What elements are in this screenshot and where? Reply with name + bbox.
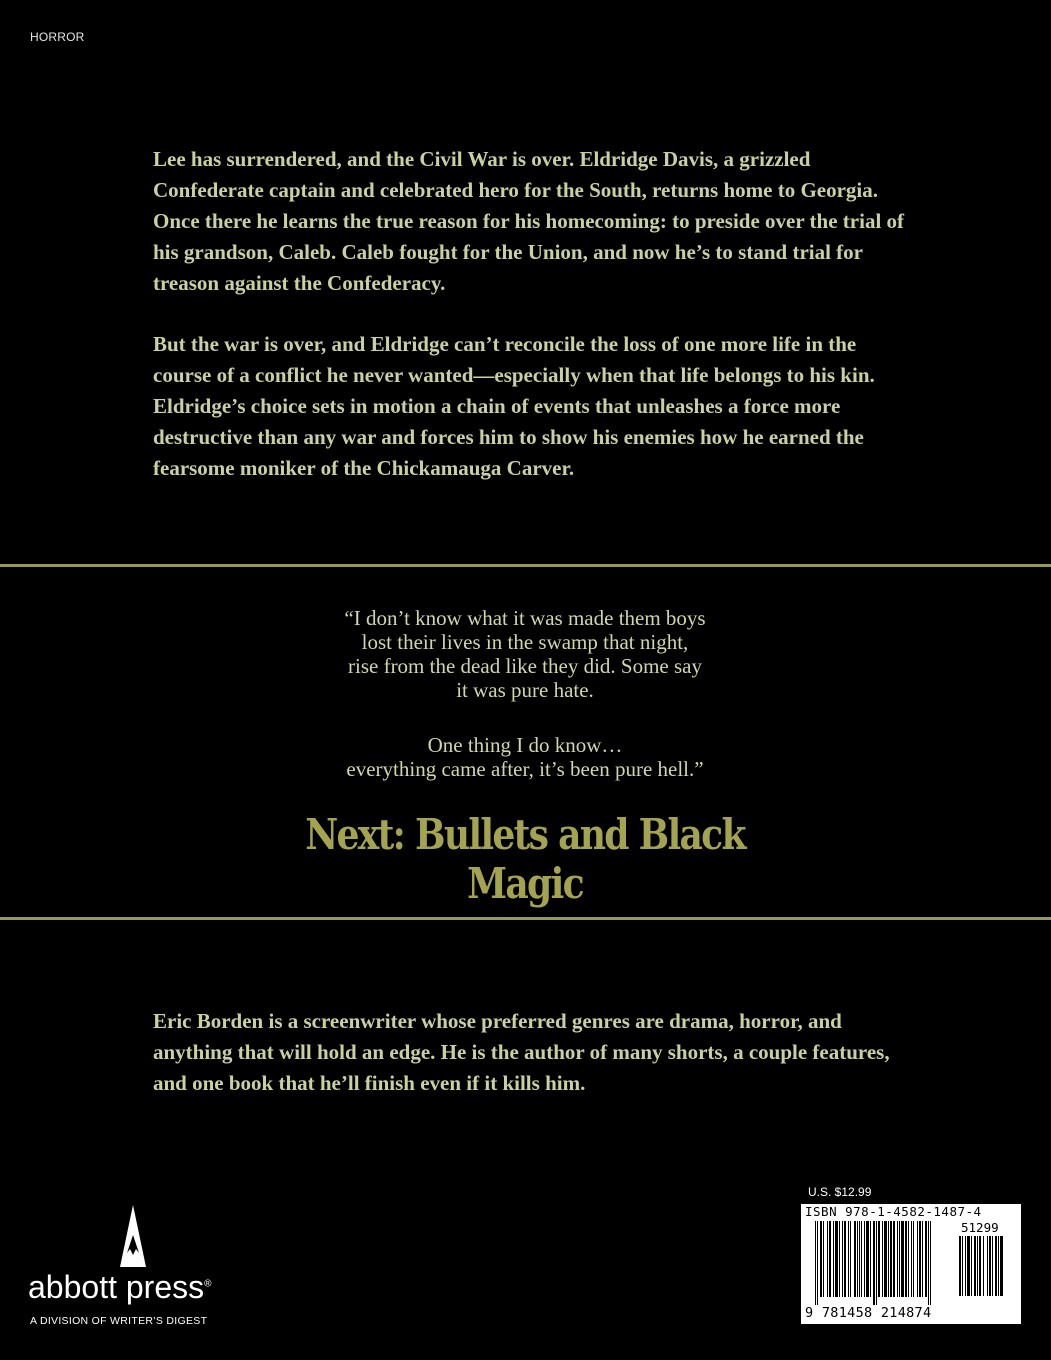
barcode-stripe <box>965 1236 966 1296</box>
barcode-stripe <box>873 1221 875 1305</box>
barcode-stripe <box>917 1221 918 1297</box>
barcode-stripe <box>888 1221 889 1297</box>
barcode-stripe <box>977 1236 978 1296</box>
barcode-stripe <box>922 1221 923 1297</box>
barcode-stripe <box>835 1221 838 1297</box>
barcode-stripe <box>827 1221 828 1297</box>
divider-top <box>0 564 1051 567</box>
barcode-stripe <box>987 1236 988 1296</box>
barcode-stripe <box>992 1236 993 1296</box>
barcode-stripe <box>901 1221 904 1297</box>
barcode-stripe <box>911 1221 912 1297</box>
barcode <box>801 1204 1021 1324</box>
barcode-stripe <box>893 1221 895 1297</box>
barcode-stripe <box>833 1221 834 1297</box>
addon-barcode-bars <box>959 1236 1015 1304</box>
barcode-stripe <box>1000 1236 1003 1296</box>
barcode-stripe <box>848 1221 849 1297</box>
barcode-stripe <box>913 1221 914 1297</box>
barcode-stripe <box>859 1221 860 1297</box>
barcode-stripe <box>866 1221 869 1297</box>
price-label: U.S. $12.99 <box>808 1185 872 1199</box>
barcode-stripe <box>998 1236 999 1296</box>
barcode-stripe <box>857 1221 858 1297</box>
barcode-stripe <box>959 1236 961 1296</box>
blurb-paragraph-1: Lee has surrendered, and the Civil War is over. Eldridge Davis, a grizzled Confederate captain and celebrated hero for the South, returns home to Georgia. Once there he learns the true reason for his homecoming: to preside over the trial of his grandson, Caleb. Caleb fought for the Union, and now he’s to stand trial for treason against the Confederacy. <box>153 147 905 295</box>
barcode-stripe <box>995 1236 997 1296</box>
barcode-stripe <box>905 1221 907 1297</box>
barcode-stripe <box>820 1221 822 1297</box>
ean-barcode-bars <box>815 1221 953 1305</box>
barcode-stripe <box>829 1221 831 1297</box>
barcode-stripe <box>815 1221 816 1305</box>
barcode-stripe <box>844 1221 846 1297</box>
barcode-stripe <box>899 1221 900 1297</box>
barcode-stripe <box>817 1221 818 1305</box>
barcode-stripe <box>989 1236 991 1296</box>
barcode-stripe <box>925 1221 927 1297</box>
barcode-stripe <box>897 1221 898 1297</box>
barcode-stripe <box>908 1221 909 1297</box>
barcode-stripe <box>870 1221 871 1297</box>
blurb-paragraph-2: But the war is over, and Eldridge can’t reconcile the loss of one more life in the course of a conflict he never wanted—especially when that life belongs to his kin. Eldridge’s choice sets in motion a chain of events that unleashes a force more destructive than any war and forces him to show his enemies how he earned the fearsome moniker of the Chickamauga Carver. <box>153 332 875 480</box>
publisher-tagline: A DIVISION OF WRITER’S DIGEST <box>30 1315 208 1327</box>
barcode-stripe <box>974 1236 976 1296</box>
barcode-digits: 9 781458 214874 <box>805 1305 932 1321</box>
quote-line: lost their lives in the swamp that night, <box>361 630 689 654</box>
quote-line: “I don’t know what it was made them boys <box>344 606 706 630</box>
publisher-logo <box>28 1205 268 1335</box>
quote-stanza-2 <box>225 733 825 781</box>
barcode-stripe <box>928 1221 929 1305</box>
barcode-stripe <box>861 1221 862 1297</box>
barcode-stripe <box>983 1236 984 1296</box>
barcode-stripe <box>967 1236 970 1296</box>
quote-stanza-1 <box>225 606 825 702</box>
isbn-label: ISBN 978-1-4582-1487-4 <box>805 1204 982 1219</box>
author-bio: Eric Borden is a screenwriter whose preferred genres are drama, horror, and anything that will hold an edge. He is the author of many shorts, a couple features, and one book that he’ll finish even if it kills him. <box>153 1009 890 1095</box>
barcode-stripe <box>842 1221 843 1297</box>
barcode-stripe <box>890 1221 892 1297</box>
barcode-stripe <box>930 1221 931 1305</box>
next-book-title: Next: Bullets and Black Magic <box>305 810 745 908</box>
barcode-stripe <box>882 1221 883 1297</box>
barcode-stripe <box>979 1236 981 1296</box>
genre-label: HORROR <box>30 30 85 44</box>
quote-line: rise from the dead like they did. Some say <box>348 654 702 678</box>
quote-line: One thing I do know… <box>427 733 623 757</box>
barcode-stripe <box>823 1221 824 1297</box>
barcode-stripe <box>919 1221 921 1297</box>
barcode-stripe <box>854 1221 856 1297</box>
barcode-stripe <box>884 1221 887 1297</box>
barcode-stripe <box>971 1236 972 1296</box>
mountain-icon <box>120 1205 146 1267</box>
quote-line: everything came after, it’s been pure hell.” <box>346 757 704 781</box>
addon-code: 51299 <box>961 1220 999 1235</box>
barcode-stripe <box>864 1221 865 1297</box>
barcode-stripe <box>962 1236 963 1296</box>
barcode-stripe <box>839 1221 840 1297</box>
quote-line: it was pure hate. <box>456 678 594 702</box>
barcode-stripe <box>850 1221 851 1297</box>
barcode-stripe <box>876 1221 877 1305</box>
publisher-name: abbott press® <box>28 1269 212 1305</box>
divider-bottom <box>0 917 1051 920</box>
barcode-stripe <box>878 1221 880 1297</box>
